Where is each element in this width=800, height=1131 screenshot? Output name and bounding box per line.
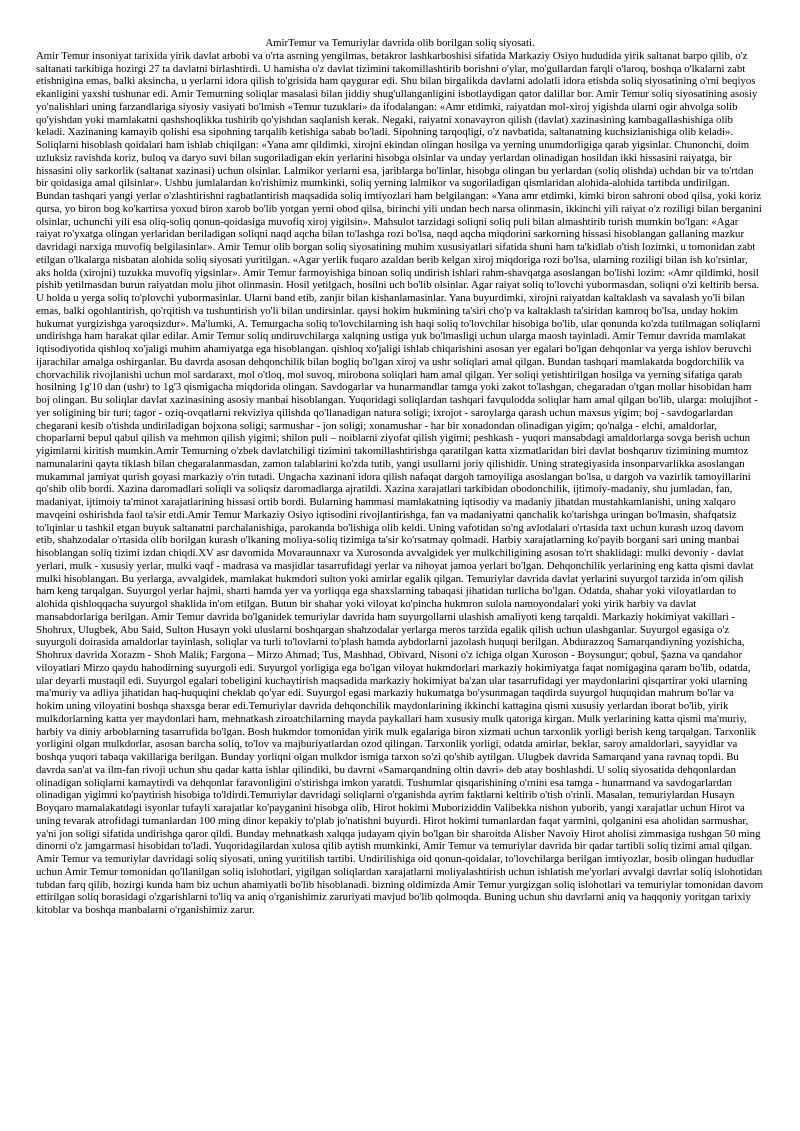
document-title: AmirTemur va Temuriylar davrida olib borilgan soliq siyosati. <box>265 37 535 49</box>
document-body: Amir Temur insoniyat tarixida yirik davlat arbobi va o'rta asrning yengilmas, betakror lashkarboshisi sifatida Markaziy Osiyo hududida yirik saltanat barpo qilib, o'z saltanati tarkibiga hozirgi 27 ta davlatni birlashtirdi. U hamisha o'z davlat tizimini takomillashtirib borishni o'ylar, mo'gullardan farqli o'laroq, boshqa o'lkalarni zabt etishnigina emas, balki aksincha, u yerlarni idora qilish to'grisida ham qaygurar edi. Shu bilan birgalikda davlatni adolatli idora etishda soliq siyosatining o'rni beqiyos ekanligini yaxshi tushunar edi. Amir Temurning soliqlar masalasi bilan jiddiy shug'ullanganligini isbotlaydigan qator dalillar bor. Amir Temur soliq siyosatining asosiy yo'nalishlari uning farzandlariga siyosiy vasiyati bo'lmish «Temur tuzuklari» da ifodalangan: «Amr etdimki, raiyatdan mol-xiroj yigishda ularni ogir ahvolga solib qo'yishdan yoki mamlakatni qashshoqlikka tushirib qo'yishdan saqlanish kerak. Negaki, raiyatni xonavayron qilish (davlat) xazinasining kambagallashishiga olib keladi. Xazinaning kamayib qolishi esa sipohning tarqalib ketishiga sabab bo'ladi. Sipohning tarqoqligi, o'z navbatida, saltanatning kuchsizlanishiga olib keladi». Soliqlarni hisoblash qoidalari ham ishlab chiqilgan: «Yana amr qildimki, xirojni ekindan olingan hosilga va yerning unumdorligiga qarab yigsinlar. Chunonchi, doim uzluksiz ravishda koriz, buloq va daryo suvi bilan sugoriladigan ekin yerlarini hisobga olsinlar va unday yerlardan olinadigan hosildan ikki hissasini raiyatga, bir hissasini oliy sarkorlik (saltanat xazinasi) uchun olsinlar. Lalmikor yerlarni esa, jariblarga bo'linlar, hisobga olingan bu yerlardan (soliq olishda) uchdan bir va to'rtdan bir qoidasiga amal qilsinlar». Ushbu jumlalardan ko'rishimiz mumkinki, soliq yerning lalmikor va sugoriladigan qismlaridan alohida-alohida tartibda undirilgan. Bundan tashqari yangi yerlar o'zlashtirishni ragbatlantirish maqsadida soliq imtiyozlari ham belgilangan: «Yana amr etdimki, kimki biron sahroni obod qilsa, yoki koriz qursa, yo biron bog ko'kartirsa yoxud biron xarob bo'lib yotgan yerni obod qilsa, birinchi yili undan hech narsa olinmasin, ikkinchi yili raiyat o'z roziligi bilan berganini olsinlar, uchunchi yili esa oliq-soliq qonun-qoidasiga muvofiq xiroj yigilsin». Mahsulot tarzidagi soliqni soliq puli bilan almashtirib turish mumkin bo'lgan: «Agar raiyat ro'yxatga olingan yerlaridan beriladigan soliqni naqd aqcha bilan to'lashga rozi bo'lsa, naqd aqcha miqdorini sarkorning hissasi hisoblangan gallaning mazkur davridagi narxiga muvofiq belgilasinlar». Amir Temur olib borgan soliq siyosatining muhim xususiyatlari sifatida shuni ham ta'kidlab o'tish lozimki, u tomonidan zabt etilgan o'lkalarga nisbatan alohida soliq siyosati yuritilgan. «Agar yerlik fuqaro azaldan berib kelgan xiroj miqdoriga rozi bo'lsa, ularning roziligi bilan ish ko'rsinlar, aks holda (xirojni) tuzukka muvofiq yigsinlar». Amir Temur farmoyishiga binoan soliq undirish ishlari rahm-shavqatga asoslangan bo'lishi lozim: «Amr qildimki, hosil pishib yetilmasdan burun raiyatdan molu jihot olinmasin. Hosil yetilgach, hosilni uch bo'lib olsinlar. Agar raiyat soliq to'lovchi yubormasdan, soliqni o'zi keltirib bersa. U holda u yerga soliq to'plovchi yubormasinlar. Ularni band etib, zanjir bilan kishanlamasinlar. Yana buyurdimki, xirojni raiyatdan kaltaklash va savalash yo'li bilan emas, balki ogohlantirish, qo'rqitish va tushuntirish yo'li bilan undirsinlar. qaysi hokim hukmining ta'siri cho'p va kaltaklash ta'siridan kamroq bo'lsa, unday hokim hukumat yurgizishga yaroqsizdur». Ma'lumki, A. Temurgacha soliq to'lovchilarning ish haqi soliq to'lovchilar hisobiga bo'lib, ular qonunda ko'zda tutilmagan soliqlarni undirishga ham harakat qilar edilar. Amir Temur soliq undiruvchilarga xalqning ustiga yuk bo'lmasligi uchun ularga maosh tayinladi. Amir Temur davrida mamlakat iqtisodiyotida qishloq xo'jaligi muhim ahamiyatga ega hisoblangan. qishloq xo'jaligi ishlab chiqarishini asosan yer egalari bo'lgan dehqonlar va yerga ishlov beruvchi ijarachilar amalga oshirganlar. Bu davrda asosan dehqonchilik bilan bogliq bo'lgan xiroj va ushr soliqlari amal qilgan. Bundan tashqari mamlakatda bogdorchilik va chorvachilik rivojlanishi uchun mol sardaraxt, mol o'tloq, mol suvoq, mirobona soliqlari ham amal qilgan. Yer soliqi yetishtirilgan hosilga va yerning sifatiga qarab hosilning 1g'10 dan (ushr) to 1g'3 qismigacha miqdorida olingan. Savdogarlar va hunarmandlar tamga yoki zakot to'lashgan, chegaradan o'tgan mollar hisobidan ham boj olingan. Bu soliqlar davlat xazinasining asosiy manbai hisoblangan. Yuqoridagi soliqlardan tashqari favqulodda soliqlar ham amal qilgan bo'lib, ularga: molujihot - yer soligining bir turi; tagor - oziq-ovqatlarni rekviziya qilishda qo'llanadigan natura soligi; ixrojot - saroylarga qarash uchun maxsus yigim; boj - savdogarlardan chegarani kesib o'tishda undiriladigan bojxona soligi; sarmushar - jon soligi; xonamushar - har bir xonadondan olinadigan yigim; qo'nalga - elchi, amaldorlar, choparlarni bepul qabul qilish va mehmon qilish yigimi; shilon puli – noiblarni ziyofat qilish yigimi; peshkash - yuqori mansabdagi amaldorlarga sovga berish uchun yigimlarni kiritish mumkin.Amir Temurning o'zbek davlatchiligi tizimini takomillashtirishga qaratilgan katta xizmatlaridan biri davlat boshqaruv tizimining mumtoz namunalarini qayta tiklash bilan chegaralanmasdan, zamon talablarini ko'zda tutib, yangi usullarni joriy qilishidir. Uning strategiyasida insonparvarlikka asoslangan mukammal jamiyat qurish goyasi markaziy o'rin tutadi. Ungacha xazinani idora qilish nafaqat dargoh tamoyiliga asoslangan bo'lsa, u dargoh va vazirlik tamoyillarini qo'shib olib bordi. Xazina daromadlari soliqli va soliqsiz daromadlarga ajratildi. Xazina xarajatlari tarkibidan obodonchilik, ijtimoiy-madaniy, shu jumladan, fan, madaniyat, ijtimoiy ta'minot xarajatlarining hissasi ortib bordi. Bularning hammasi mamlakatning iqtisodiy va madaniy jihatdan mustahkamlanishi, uning xalqaro mavqeini oshirishda faol ta'sir etdi.Amir Temur Markaziy Osiyo iqtisodini rivojlantirishga, fan va madaniyatni qanchalik ko'tarishga uringan bo'lmasin, shafqatsiz to'lqinlar u tashkil etgan buyuk saltanatni parchalanishiga, parokanda bo'lishiga olib keldi. Uning vafotidan so'ng avlodalari o'rtasida taxt uchun kurash uzoq davom etib, shahzodalar o'rtasida olib borilgan kurash o'lkaning moliya-soliq tizimiga ta'sir ko'rsatmay qolmadi. Harbiy xarajatlarning ko'payib borgani sari uning manbai hisoblangan soliq tizimi izdan chiqdi.XV asr davomida Movaraunnaxr va Xurosonda avvalgidek yer mulkchiligining asosan to'rt shaklidagi: mulki devoniy - davlat yerlari, mulk - xususiy yerlar, mulki vaqf - madrasa va masjidlar tasarrufidagi yerlar va nihoyat jamoa yerlari bo'lgan. Dehqonchilik yerlarining eng katta qismi davlat mulki hisoblangan. Bu yerlarga, avvalgidek, mamlakat hukmdori sulton yoki amirlar egalik qilgan. Temuriylar davrida davlat yerlarini suyurgol tarzida in'om qilish ham keng tarqalgan. Suyurgol yerlar hajmi, sharti hamda yer va yorliqqa ega shaxslarning tabaqasi jihatidan turlicha bo'lgan. Odatda, shahar yoki viloyatlardan to alohida qishloqqacha suyurgol shaklida in'om etilgan. Butun bir shahar yoki viloyat ko'pincha hukmron sulola namoyondalari yoki yirik harbiy va davlat mansabdorlariga berilgan. Amir Temur davrida bo'lganidek temuriylar davrida ham suyurgollarni ulashish amaliyoti keng tarqaldi. Markaziy hokimiyat vakillari - Shohrux, Ulugbek, Abu Said, Sulton Husayn yoki uluslarni boshqargan shahzodalar yerlarga meros tarzida egalik qilish uchun ulashganlar. Suyurgol egasiga o'z suyurgoli doirasida amaldorlar tayinlash, soliqlar va turli to'lovlarni to'plash hamda aybdorlarni jazolash huquqi berilgan. Abdurazzoq Samarqandiyning yozishicha, Shohrux davrida Xorazm - Shoh Malik; Fargona – Mirzo Ahmad; Tus, Mashhad, Obivard, Nisoni o'z ichiga olgan Xuroson - Boysungur; qobul, Şazna va qandahor viloyatlari Mirzo qaydu hahodirning suyurgoli edi. Suyurgol yorligiga ega bo'lgan viloyat hukmdorlari markaziy hokimiyatga faqat nomigagina qaram bo'lib, odatda, ular deyarli mustaqil edi. Suyurgol egalari tobeligini kuchaytirish maqsadida markaziy hokimiyat ba'zan ular tasarrufidagi yer maydonlarini qisqartirar yoki ularning ma'muriy va adliya jihatidan haq-huquqini cheklab qo'yar edi. Suyurgol egasi markaziy hukumatga bo'ysunmagan taqdirda suyurgol huquqidan mahrum bo'lar va hokim uning viloyatini boshqa shaxsga berar edi.Temuriylar davrida dehqonchilik maydonlarining ikkinchi kattagina qismi xususiy yerlardan iborat bo'lib, yirik mulkdorlarning katta yer maydonlari ham, mehnatkash ziroatchilarning mayda paykallari ham xususiy mulk qatoriga kirgan. Mulk yerlarining katta qismi ma'muriy, harbiy va diniy arboblarning tasarrufida bo'lgan. Bosh hukmdor tomonidan yirik mulk egalariga biron xizmati uchun tarxonlik yorligi berish keng tarqalgan. Tarxonlik yorligini olgan mulkdorlar, asosan barcha soliq, to'lov va majburiyatlardan ozod qilingan. Tarxonlik yorligi, odatda amirlar, beklar, saroy amaldorlari, sayyidlar va boshqa yuqori tabaqa vakillariga berilgan. Bunday yorliqni olgan mulkdor ismiga tarxon so'zi qo'shib aytilgan. Ulugbek davrida Samarqand yana ravnaq topdi. Bu davrda san'at va ilm-fan rivoji uchun shu qadar katta ishlar qilindiki, bu davrni «Samarqandning oltin davri» deb atay boshlashdi. U soliq siyosatida dehqonlardan olinadigan soliqlarni kamaytirdi va dehqonlar faravonligini o'stirishga imkon yaratdi. Tushumlar qisqarishining o'rnini esa tamga - hunarmand va savdogarlardan olinadigan yigimni ko'paytirish hisobiga to'ldirdi.Temuriylar davridagi soliqlarni o'rganishda ayrim faktlarni keltirib o'tish o'rinli. Masalan, temuriylardan Husayn Boyqaro mamalakatdagi isyonlar tufayli xarajatlar ko'payganini hisobga olib, Hirot hokimi Muboriziddin Valibekka nishon yuborib, yangi xarajatlar uchun Hirot va uning tevarak atrofidagi tumanlardan 100 ming dinor kepakiy to'plab jo'natishni buyurdi. Hirot hokimi tumanlardan faqat yarmini, qolganini esa aholidan sarmushar, ya'ni jon soligi sifatida undirishga qaror qildi. Bunday mehnatkash xalqqa judayam qiyin bo'lgan bir sharoitda Alisher Navoiy Hirot aholisi zimmasiga tushgan 50 ming dinorni o'z jamgarmasi hisobidan to'ladi. Yuqoridagilardan xulosa qilib aytish mumkinki, Amir Temur va temuriylar davrida bir qadar tartibli soliq tizimi amal qilgan. Amir Temur va temuriylar davridagi soliq siyosati, uning yuritilish tartibi. Undirilishiga oid qonun-qoidalar, to'lovchilarga berilgan imtiyozlar, bosib olingan hududlar uchun Amir Temur tomonidan qo'llanilgan soliq islohotlari, yigilgan soliqlardan xarajatlarni moliyalashtirish uchun ishlatish me'yorlari avvalgi davrlar soliq islohotidan tubdan farq qilib, hozirgi kunda ham biz uchun ahamiyatli bo'lib hisoblanadi. bizning oldimizda Amir Temur yurgizgan soliq islohotlari va temuriylar tomonidan davom ettirilgan soliq borasidagi o'zgarishlarni to'liq va aniq o'rganishimiz zaruriyati mavjud bo'lib qolmoqda. Buning uchun shu davrlarni aniq va haqqoniy yoritgan tarixiy kitoblar va boshqa manbalarni o'rganishimiz zarur. <box>36 49 764 916</box>
